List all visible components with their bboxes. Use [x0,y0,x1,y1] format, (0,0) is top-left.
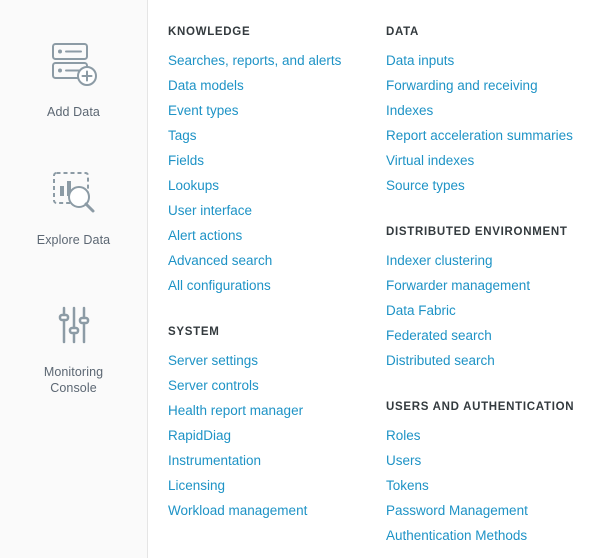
link-indexer-clustering[interactable]: Indexer clustering [386,253,493,268]
link-forwarding-and-receiving[interactable]: Forwarding and receiving [386,78,538,93]
list-item [168,202,368,220]
link-tokens[interactable]: Tokens [386,478,429,493]
link-virtual-indexes[interactable]: Virtual indexes [386,153,475,168]
link-roles[interactable]: Roles [386,428,421,443]
link-lookups[interactable]: Lookups [168,178,220,193]
list-item [386,177,588,195]
link-password-management[interactable]: Password Management [386,503,528,518]
list-item [386,477,588,495]
rail-item-add-data[interactable] [0,34,148,120]
link-list-users-and-authentication [386,427,588,545]
link-list-system [168,352,368,520]
group-distributed-environment [386,226,588,377]
link-tags[interactable]: Tags [168,128,197,143]
list-item [386,52,588,70]
list-item [168,227,368,245]
link-source-types[interactable]: Source types [386,178,465,193]
rail-item-label-add-data: Add Data [47,105,100,119]
list-item [168,177,368,195]
list-item [168,152,368,170]
list-item [386,302,588,320]
link-all-configurations[interactable]: All configurations [168,278,271,293]
list-item [168,427,368,445]
link-report-acceleration-summaries[interactable]: Report acceleration summaries [386,128,573,143]
list-item [386,527,588,545]
rail-item-label-monitoring-console: Monitoring Console [43,365,104,395]
list-item [386,152,588,170]
list-item [386,352,588,370]
link-forwarder-management[interactable]: Forwarder management [386,278,531,293]
link-alert-actions[interactable]: Alert actions [168,228,243,243]
group-users-and-authentication [386,401,588,552]
list-item [386,102,588,120]
link-advanced-search[interactable]: Advanced search [168,253,273,268]
settings-column-right [368,26,588,558]
list-item [168,102,368,120]
list-item [386,277,588,295]
group-title-system: SYSTEM [168,326,220,338]
list-item [168,502,368,520]
list-item [168,77,368,95]
explore-data-icon [41,162,107,224]
group-title-data: DATA [386,26,420,38]
link-users[interactable]: Users [386,453,422,468]
list-item [168,52,368,70]
group-system [168,326,368,527]
add-data-icon [41,34,107,96]
link-server-settings[interactable]: Server settings [168,353,259,368]
link-rapiddiag[interactable]: RapidDiag [168,428,232,443]
link-distributed-search[interactable]: Distributed search [386,353,495,368]
link-workload-management[interactable]: Workload management [168,503,308,518]
left-rail [0,0,148,558]
list-item [168,352,368,370]
list-item [386,77,588,95]
link-list-distributed-environment [386,252,588,370]
list-item [168,377,368,395]
list-item [386,502,588,520]
group-knowledge [168,26,368,302]
rail-item-label-explore-data: Explore Data [36,233,111,247]
link-instrumentation[interactable]: Instrumentation [168,453,262,468]
list-item [168,252,368,270]
link-fields[interactable]: Fields [168,153,205,168]
link-data-inputs[interactable]: Data inputs [386,53,455,68]
link-user-interface[interactable]: User interface [168,203,253,218]
group-title-knowledge: KNOWLEDGE [168,26,251,38]
rail-item-monitoring-console[interactable] [0,294,148,396]
link-server-controls[interactable]: Server controls [168,378,259,393]
link-searches-reports-and-alerts[interactable]: Searches, reports, and alerts [168,53,342,68]
rail-item-explore-data[interactable] [0,162,148,248]
link-health-report-manager[interactable]: Health report manager [168,403,304,418]
group-title-users-and-authentication: USERS AND AUTHENTICATION [386,401,575,413]
settings-column-left [148,26,368,558]
list-item [168,402,368,420]
link-list-data [386,52,588,195]
list-item [386,427,588,445]
link-licensing[interactable]: Licensing [168,478,226,493]
list-item [386,252,588,270]
list-item [168,452,368,470]
list-item [168,477,368,495]
list-item [386,127,588,145]
link-indexes[interactable]: Indexes [386,103,434,118]
list-item [386,327,588,345]
list-item [386,452,588,470]
group-data [386,26,588,202]
link-event-types[interactable]: Event types [168,103,239,118]
link-federated-search[interactable]: Federated search [386,328,492,343]
link-authentication-methods[interactable]: Authentication Methods [386,528,528,543]
settings-columns [148,0,609,558]
link-data-models[interactable]: Data models [168,78,244,93]
monitoring-console-icon [41,294,107,356]
list-item [168,277,368,295]
group-title-distributed-environment: DISTRIBUTED ENVIRONMENT [386,226,568,238]
list-item [168,127,368,145]
link-data-fabric[interactable]: Data Fabric [386,303,456,318]
link-list-knowledge [168,52,368,295]
